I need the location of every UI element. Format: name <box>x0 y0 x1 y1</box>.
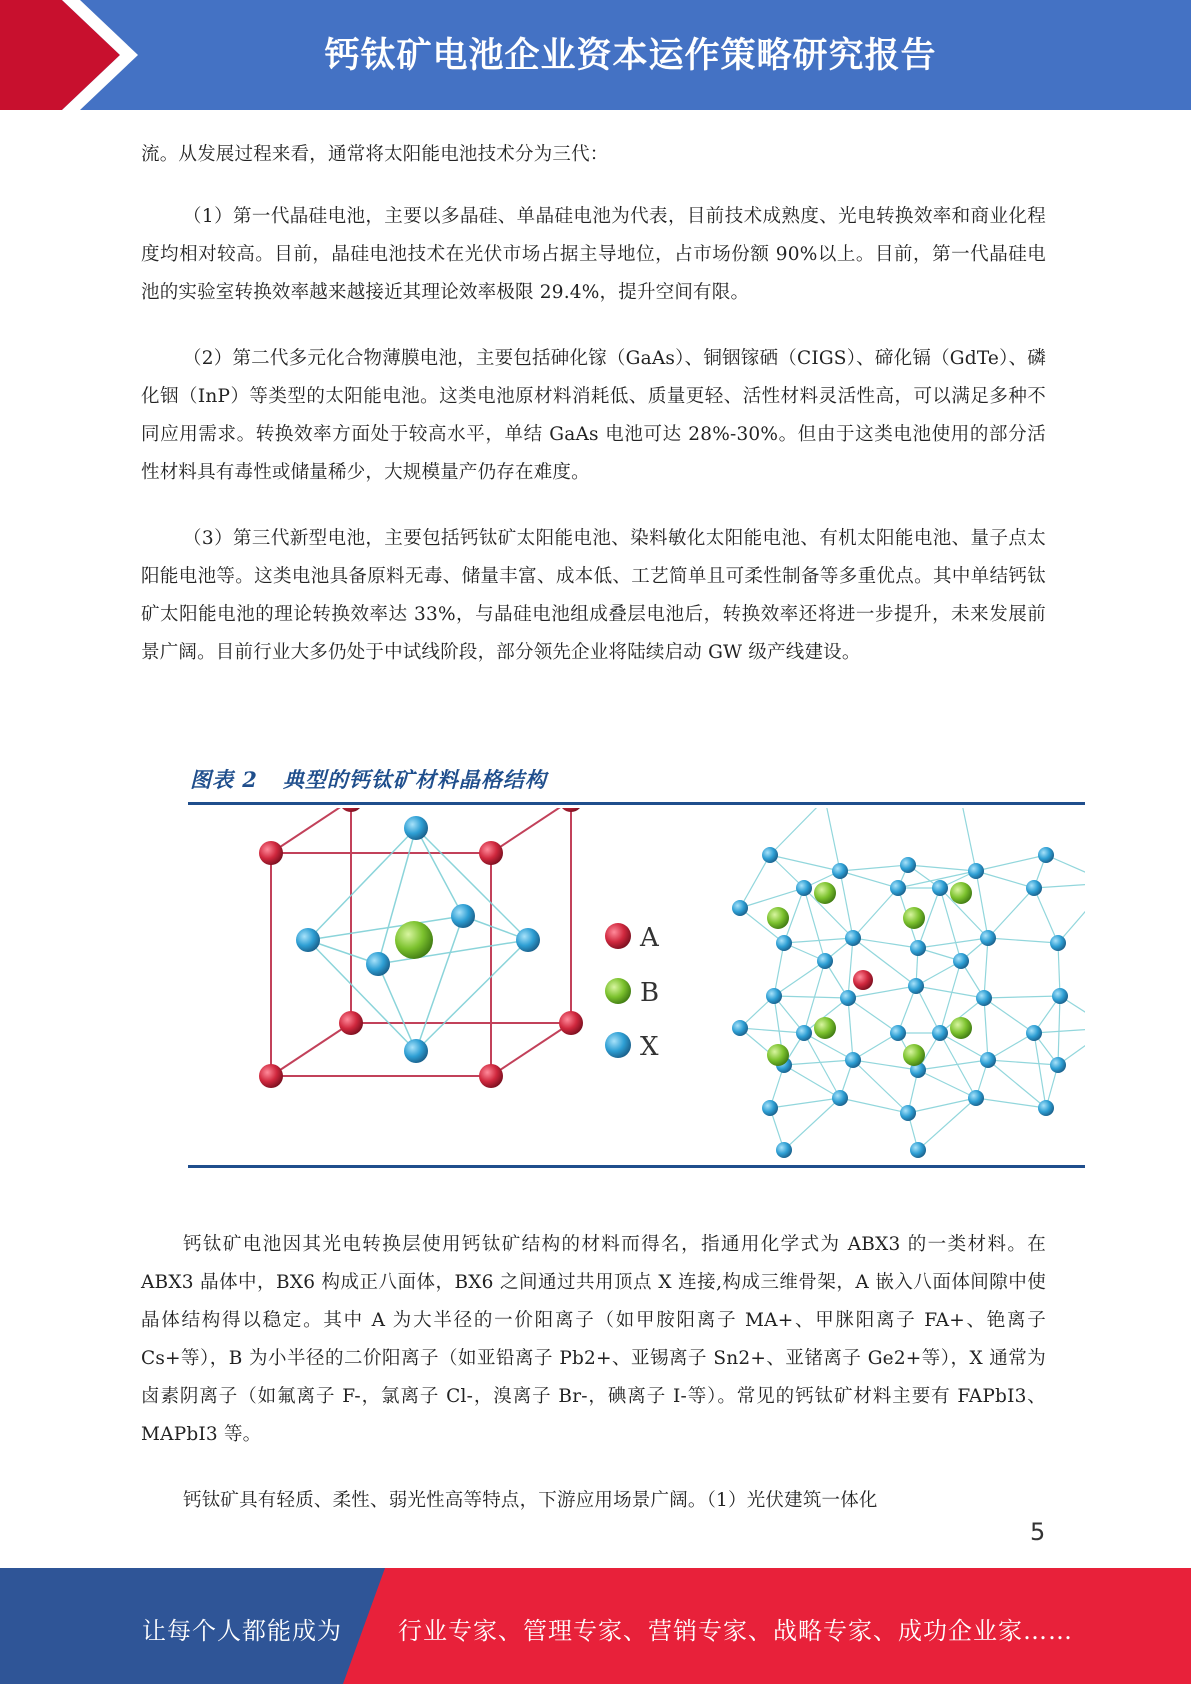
legend-label-a: A <box>640 923 659 953</box>
paragraph-applications: 钙钛矿具有轻质、柔性、弱光性高等特点，下游应用场景广阔。（1）光伏建筑一体化 <box>183 1490 878 1511</box>
page-footer <box>0 1568 1191 1684</box>
paragraph-gen2: （2）第二代多元化合物薄膜电池，主要包括砷化镓（GaAs）、铜铟镓硒（CIGS）、碲化镉（GdTe）、磷化铟（InP）等类型的太阳能电池。这类电池原材料消耗低、质量更轻、活性材料灵活性高，可以满足多种不同应用需求。转换效率方面处于较高水平，单结 GaAs 电池可达 28%-30%。但由于这类电池使用的部分活性材料具有毒性或储量稀少，大规模量产仍存在难度。 <box>141 348 1046 483</box>
legend-label-b: B <box>640 978 660 1008</box>
page-header <box>0 0 1191 110</box>
legend-swatch-a <box>605 923 631 949</box>
network-a-atoms <box>853 970 873 990</box>
footer-slogan-right: 行业专家、管理专家、营销专家、战略专家、成功企业家…… <box>398 1617 1073 1645</box>
lattice-illustration <box>188 808 1085 1163</box>
paragraph-abx3: 钙钛矿电池因其光电转换层使用钙钛矿结构的材料而得名，指通用化学式为 ABX3 的一类材料。在 ABX3 晶体中，BX6 构成正八面体，BX6 之间通过共用顶点 X 连接,构成三维骨架，A 嵌入八面体间隙中使晶体结构得以稳定。其中 A 为大半径的一价阳离子（如甲胺阳离子 MA+、甲脒阳离子 FA+、铯离子 Cs+等），B 为小半径的二价阳离子（如亚铅离子 Pb2+、亚锡离子 Sn2+、亚锗离子 Ge2+等），X 通常为卤素阴离子（如氟离子 F-，氯离子 Cl-，溴离子 Br-，碘离子 I-等）。常见的钙钛矿材料主要有 FAPbI3、MAPbI3 等。 <box>141 1234 1046 1445</box>
paragraph-intro: 流。从发展过程来看，通常将太阳能电池技术分为三代： <box>141 144 609 165</box>
figure-top-rule <box>188 802 1085 805</box>
footer-slogan-left: 让每个人都能成为 <box>142 1617 342 1645</box>
legend-swatch-b <box>605 978 631 1004</box>
body-text-lower <box>141 1226 1046 1548</box>
b-atom-center <box>395 921 433 959</box>
page-number: 5 <box>1030 1518 1046 1546</box>
paragraph-gen3: （3）第三代新型电池，主要包括钙钛矿太阳能电池、染料敏化太阳能电池、有机太阳能电池、量子点太阳能电池等。这类电池具备原料无毒、储量丰富、成本低、工艺简单且可柔性制备等多重优点。其中单结钙钛矿太阳能电池的理论转换效率达 33%，与晶硅电池组成叠层电池后，转换效率还将进一步提升，未来发展前景广阔。目前行业大多仍处于中试线阶段，部分领先企业将陆续启动 GW 级产线建设。 <box>141 528 1046 663</box>
figure-bottom-rule <box>188 1165 1085 1168</box>
body-text <box>141 136 1046 700</box>
figure-caption: 图表 2 典型的钙钛矿材料晶格结构 <box>190 767 547 792</box>
paragraph-gen1: （1）第一代晶硅电池，主要以多晶硅、单晶硅电池为代表，目前技术成熟度、光电转换效率和商业化程度均相对较高。目前，晶硅电池技术在光伏市场占据主导地位，占市场份额 90%以上。目前，第一代晶硅电池的实验室转换效率越来越接近其理论效率极限 29.4%，提升空间有限。 <box>141 206 1046 303</box>
report-title: 钙钛矿电池企业资本运作策略研究报告 <box>324 36 937 76</box>
legend-swatch-x <box>605 1032 631 1058</box>
figure-perovskite-lattice <box>188 760 1085 1170</box>
legend-label-x: X <box>640 1032 659 1062</box>
